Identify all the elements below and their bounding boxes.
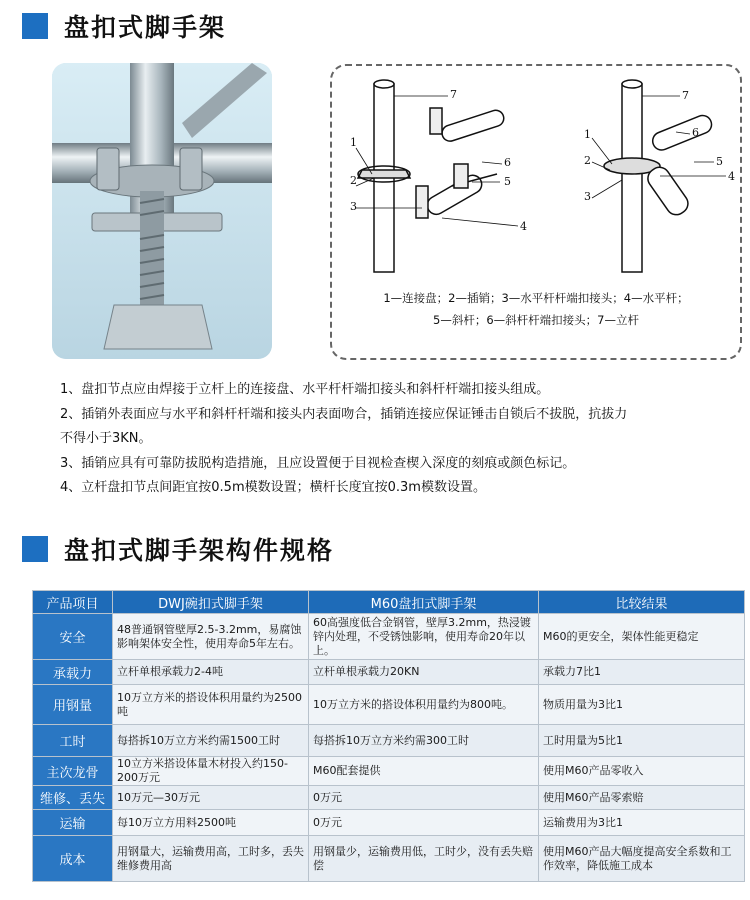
callout-5-right: 5	[716, 155, 723, 168]
section-title-2	[22, 531, 334, 567]
row-label: 承载力	[33, 660, 113, 685]
dwj-cell: 每搭拆10万立方米约需1500工时	[113, 725, 309, 757]
scaffold-photo	[52, 63, 272, 359]
m60-cell: 每搭拆10万立方米约需300工时	[309, 725, 539, 757]
callout-4-left: 4	[520, 220, 527, 233]
table-header-row	[33, 591, 745, 614]
m60-cell: 10万立方米的搭设体积用量约为800吨。	[309, 685, 539, 725]
section-marker-square	[22, 13, 48, 39]
callout-6-left: 6	[504, 156, 511, 169]
m60-cell: 0万元	[309, 786, 539, 810]
note-line: 3、插销应具有可靠防拔脱构造措施，且应设置便于目视检查楔入深度的刻痕或颜色标记。	[60, 455, 576, 471]
result-cell: 承载力7比1	[539, 660, 745, 685]
callout-7-left: 7	[450, 88, 457, 101]
note-line: 2、插销外表面应与水平和斜杆杆端和接头内表面吻合，插销连接应保证锤击自锁后不拔脱，抗拔力	[60, 406, 628, 422]
callout-3-left: 3	[350, 200, 357, 213]
dwj-cell: 用钢量大，运输费用高，工时多，丢失维修费用高	[113, 836, 309, 882]
callout-7-right: 7	[682, 89, 689, 102]
dwj-cell: 10万元—30万元	[113, 786, 309, 810]
section-title-1	[22, 8, 226, 44]
dwj-cell: 每10万立方用料2500吨	[113, 810, 309, 836]
callout-2-right: 2	[584, 154, 591, 167]
note-line: 4、立杆盘扣节点间距宜按0.5m模数设置；横杆长度宜按0.3m模数设置。	[60, 480, 486, 495]
scaffold-joint-illustration	[52, 63, 272, 359]
diagram-caption-line1: 1—连接盘；2—插销；3—水平杆杆端扣接头；4—水平杆；	[383, 291, 689, 305]
header-cell: 比较结果	[539, 591, 745, 614]
note-line: 不得小于3KN。	[60, 431, 152, 446]
table-row	[33, 660, 745, 685]
callout-1-right: 1	[584, 128, 591, 141]
table-row	[33, 614, 745, 660]
callout-3-right: 3	[584, 190, 591, 203]
row-label: 工时	[33, 725, 113, 757]
result-cell: 工时用量为5比1	[539, 725, 745, 757]
node-diagram	[330, 64, 742, 360]
note-line: 1、盘扣节点应由焊接于立杆上的连接盘、水平杆杆端扣接头和斜杆杆端扣接头组成。	[60, 382, 550, 397]
row-label: 用钢量	[33, 685, 113, 725]
table-row	[33, 725, 745, 757]
m60-cell: 60高强度低合金钢管，壁厚3.2mm，热浸镀锌内处理，不受锈蚀影响，使用寿命20年以上。	[309, 614, 539, 660]
diagram-caption-line2: 5—斜杆；6—斜杆杆端扣接头；7—立杆	[433, 313, 639, 327]
section-title-text: 盘扣式脚手架	[64, 13, 227, 42]
dwj-cell: 立杆单根承载力2-4吨	[113, 660, 309, 685]
m60-cell: 立杆单根承载力20KN	[309, 660, 539, 685]
table-row	[33, 786, 745, 810]
section-marker-square	[22, 536, 48, 562]
table-row	[33, 685, 745, 725]
dwj-cell: 10万立方米的搭设体积用量约为2500吨	[113, 685, 309, 725]
header-cell: DWJ碗扣式脚手架	[113, 591, 309, 614]
table-row	[33, 836, 745, 882]
result-cell: 使用M60产品零收入	[539, 757, 745, 786]
dwj-cell: 10立方米搭设体量木材投入约150-200万元	[113, 757, 309, 786]
callout-5-left: 5	[504, 175, 511, 188]
callout-1-left: 1	[350, 136, 357, 149]
result-cell: M60的更安全，架体性能更稳定	[539, 614, 745, 660]
row-label: 成本	[33, 836, 113, 882]
result-cell: 物质用量为3比1	[539, 685, 745, 725]
result-cell: 使用M60产品零索赔	[539, 786, 745, 810]
section-title-text: 盘扣式脚手架构件规格	[64, 536, 335, 565]
header-cell: M60盘扣式脚手架	[309, 591, 539, 614]
m60-cell: 0万元	[309, 810, 539, 836]
table-row	[33, 810, 745, 836]
callout-6-right: 6	[692, 126, 699, 139]
spec-table	[32, 590, 745, 882]
callout-2-left: 2	[350, 174, 357, 187]
row-label: 维修、丢失	[33, 786, 113, 810]
result-cell: 使用M60产品大幅度提高安全系数和工作效率，降低施工成本	[539, 836, 745, 882]
result-cell: 运输费用为3比1	[539, 810, 745, 836]
callout-4-right: 4	[728, 170, 735, 183]
row-label: 运输	[33, 810, 113, 836]
m60-cell: 用钢量少，运输费用低，工时少，没有丢失赔偿	[309, 836, 539, 882]
row-label: 主次龙骨	[33, 757, 113, 786]
dwj-cell: 48普通钢管壁厚2.5-3.2mm，易腐蚀影响架体安全性，使用寿命5年左右。	[113, 614, 309, 660]
m60-cell: M60配套提供	[309, 757, 539, 786]
notes-list	[60, 378, 730, 501]
header-cell: 产品项目	[33, 591, 113, 614]
row-label: 安全	[33, 614, 113, 660]
table-row	[33, 757, 745, 786]
